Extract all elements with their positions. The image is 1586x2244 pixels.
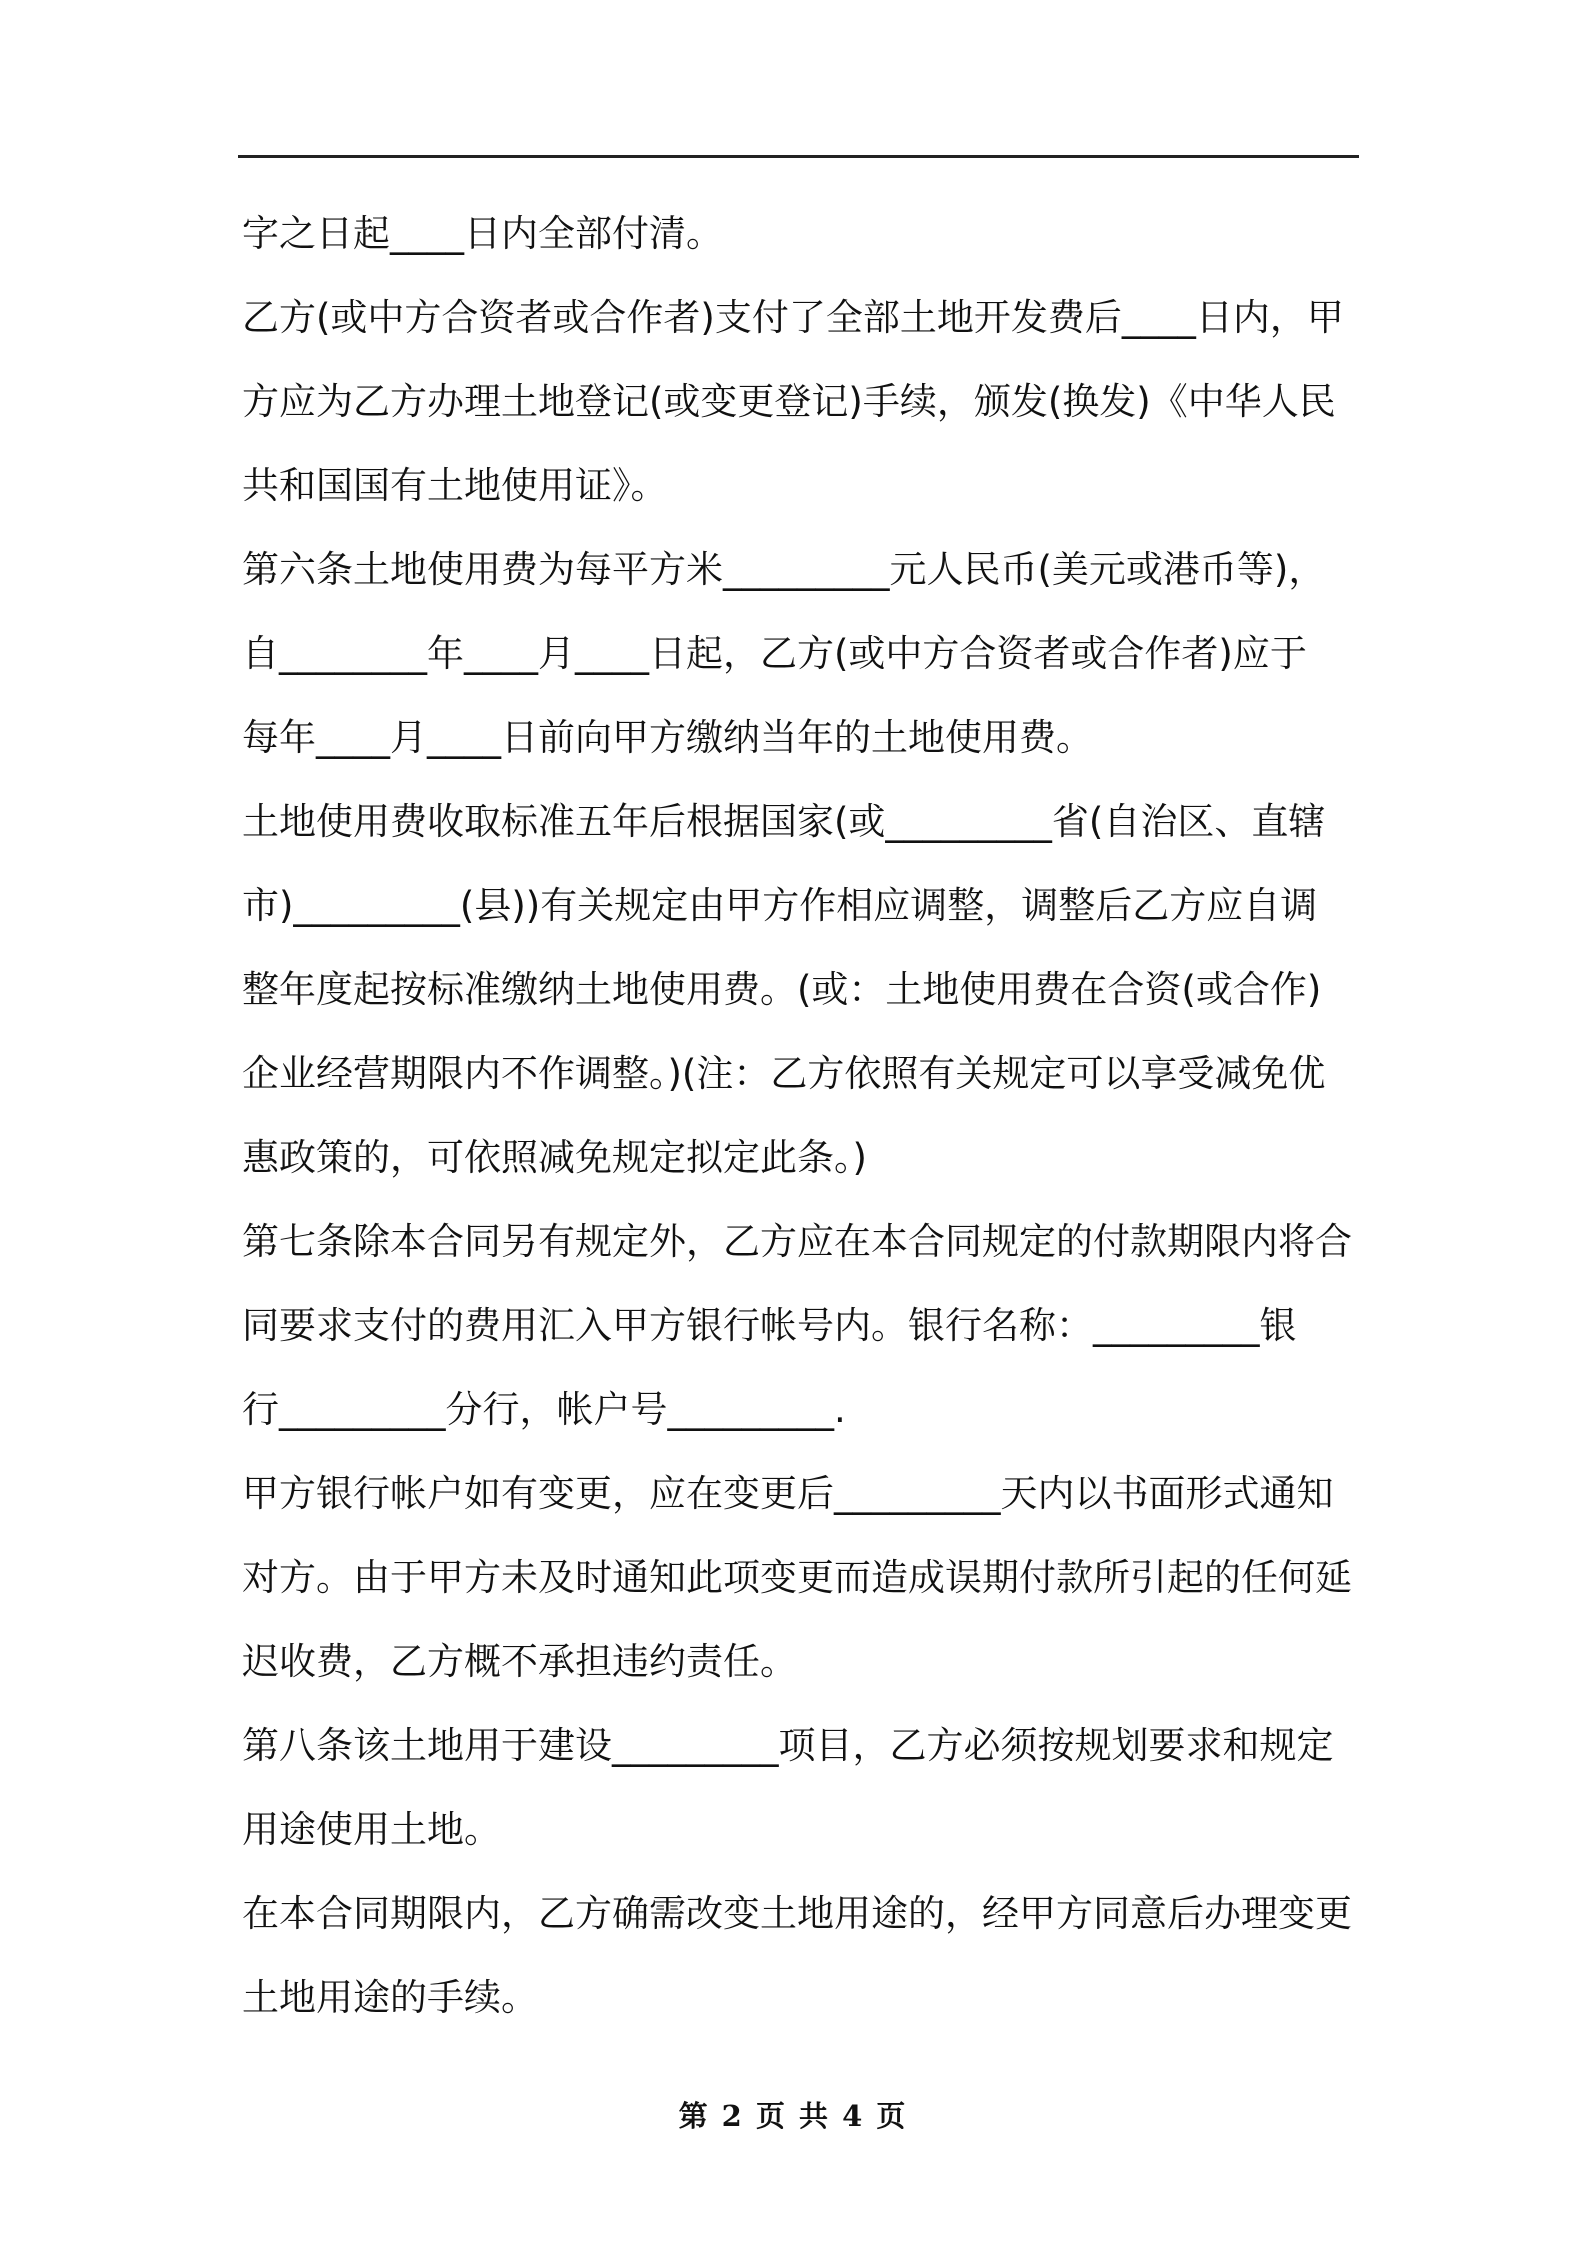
text-line: 土地使用费收取标准五年后根据国家(或_________省(自治区、直辖 xyxy=(242,800,1326,843)
text-line: 第七条除本合同另有规定外，乙方应在本合同规定的付款期限内将合 xyxy=(242,1220,1352,1263)
page-number: 第 2 页 共 4 页 xyxy=(678,2099,908,2133)
text-line: 共和国国有土地使用证》。 xyxy=(242,464,668,507)
text-line: 用途使用土地。 xyxy=(242,1808,501,1851)
text-line: 乙方(或中方合资者或合作者)支付了全部土地开发费后____日内，甲 xyxy=(242,296,1344,339)
text-line: 第六条土地使用费为每平方米_________元人民币(美元或港币等)， xyxy=(242,548,1326,591)
text-line: 在本合同期限内，乙方确需改变土地用途的，经甲方同意后办理变更 xyxy=(242,1892,1352,1935)
text-line: 行_________分行，帐户号_________. xyxy=(242,1388,846,1431)
text-line: 每年____月____日前向甲方缴纳当年的土地使用费。 xyxy=(242,716,1093,759)
text-line: 同要求支付的费用汇入甲方银行帐号内。银行名称：_________银 xyxy=(242,1304,1297,1347)
header-divider xyxy=(238,155,1359,158)
text-line: 整年度起按标准缴纳土地使用费。(或：土地使用费在合资(或合作) xyxy=(242,968,1322,1011)
text-line: 字之日起____日内全部付清。 xyxy=(242,212,723,255)
text-line: 迟收费，乙方概不承担违约责任。 xyxy=(242,1640,797,1683)
text-line: 方应为乙方办理土地登记(或变更登记)手续，颁发(换发)《中华人民 xyxy=(242,380,1336,423)
text-line: 第八条该土地用于建设_________项目，乙方必须按规划要求和规定 xyxy=(242,1724,1334,1767)
text-line: 土地用途的手续。 xyxy=(242,1976,538,2019)
text-line: 对方。由于甲方未及时通知此项变更而造成误期付款所引起的任何延 xyxy=(242,1556,1352,1599)
text-line: 惠政策的，可依照减免规定拟定此条。) xyxy=(242,1136,867,1179)
text-line: 甲方银行帐户如有变更，应在变更后_________天内以书面形式通知 xyxy=(242,1472,1334,1515)
text-line: 企业经营期限内不作调整。)(注：乙方依照有关规定可以享受减免优 xyxy=(242,1052,1326,1095)
text-line: 市)_________(县))有关规定由甲方作相应调整，调整后乙方应自调 xyxy=(242,884,1318,927)
text-line: 自________年____月____日起，乙方(或中方合资者或合作者)应于 xyxy=(242,632,1307,675)
contract-body xyxy=(242,192,1356,2040)
